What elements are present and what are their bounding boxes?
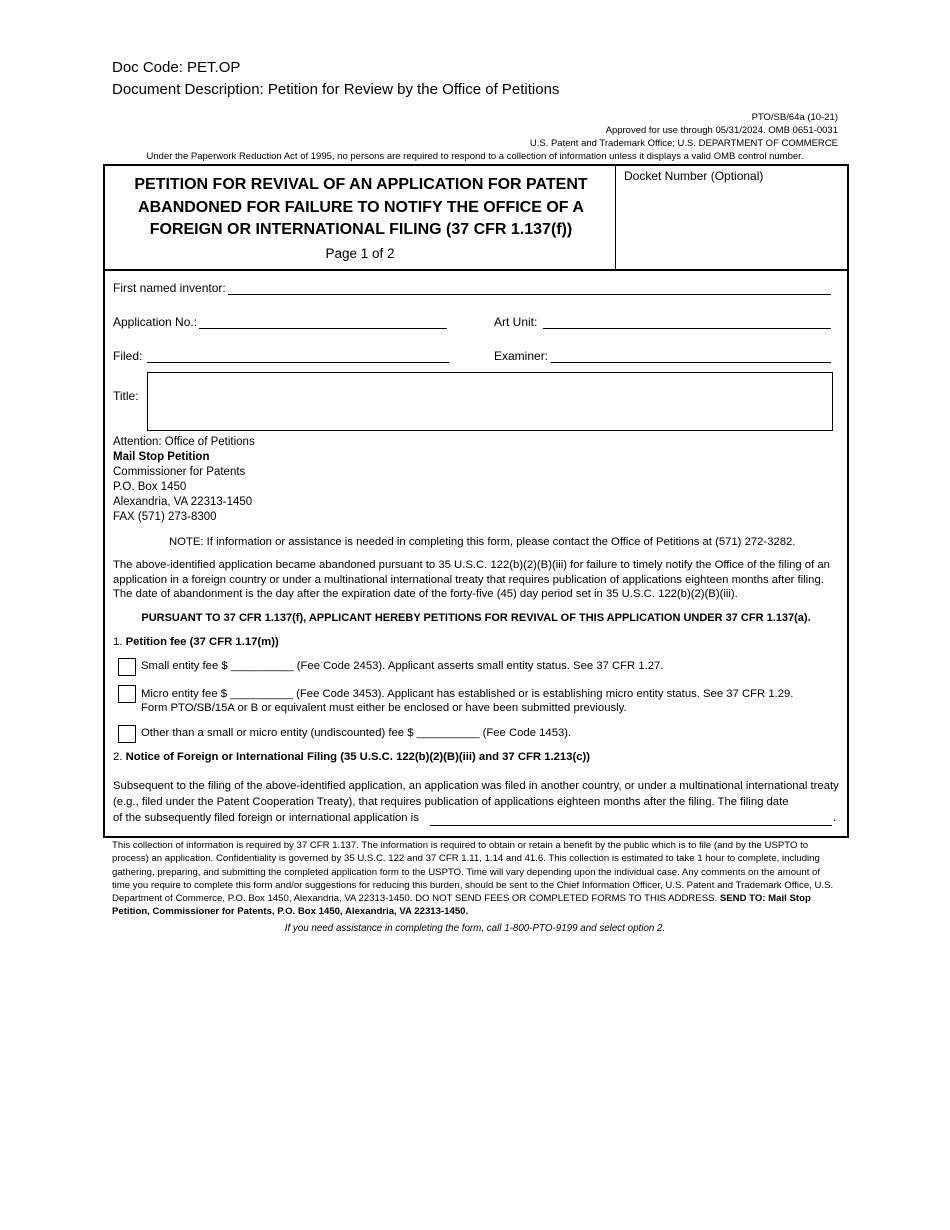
- po-box-line: P.O. Box 1450: [113, 481, 187, 493]
- first-inventor-input[interactable]: [228, 294, 831, 295]
- assistance-line: If you need assistance in completing the form, call 1-800-PTO-9199 and select option 2.: [284, 923, 666, 934]
- section-title: Notice of Foreign or International Filing (35 U.S.C. 122(b)(2)(B)(iii) and 37 CFR 1.213(c)): [125, 751, 591, 763]
- attention-line: Attention: Office of Petitions: [113, 436, 255, 448]
- title-label: Title:: [113, 389, 139, 403]
- docket-number-field[interactable]: [616, 166, 847, 271]
- filed-label: Filed:: [113, 349, 143, 363]
- undiscounted-fee-checkbox[interactable]: [118, 725, 136, 743]
- micro-entity-option: [141, 687, 793, 715]
- commissioner-line: Commissioner for Patents: [113, 466, 246, 478]
- form-number: PTO/SB/64a (10-21): [751, 112, 838, 123]
- form-title-line: ABANDONED FOR FAILURE TO NOTIFY THE OFFICE OF A: [138, 198, 584, 216]
- address-block: [113, 435, 255, 525]
- burden-text: This collection of information is required by 37 CFR 1.137. The information is required to obtain or retain a benefit by the public which is to file (and by the USPTO to process) an application. Confidentiality is governed by 35 U.S.C. 122 and 37 CFR 1.11, 1.14 and 41.6. This collection is estimated to take 1 hour to complete, including gathering, preparing, and submitting the completed application form to the USPTO. Time will vary depending upon the individual case. Any comments on the amount of time you require to complete this form and/or suggestions for reducing this burden, should be sent to the Chief Information Officer, U.S. Patent and Trademark Office, U.S. Department of Commerce, P.O. Box 1450, Alexandria, VA 22313-1450. DO NOT SEND FEES OR COMPLETED FORMS TO THIS ADDRESS.: [112, 840, 834, 905]
- micro-entity-note: Form PTO/SB/15A or B or equivalent must either be enclosed or have been submitted previously.: [141, 702, 627, 714]
- fax-line: FAX (571) 273-8300: [113, 511, 217, 523]
- section-1-heading: [113, 636, 279, 648]
- form-title: [125, 174, 597, 242]
- title-input[interactable]: [147, 372, 833, 431]
- section-number: 2.: [113, 751, 123, 763]
- filed-input[interactable]: [147, 362, 449, 363]
- form-frame: [103, 164, 849, 838]
- small-entity-option: Small entity fee $ __________ (Fee Code 2453). Applicant asserts small entity status. See 37 CFR 1.27.: [141, 660, 664, 672]
- application-no-label: Application No.:: [113, 315, 198, 329]
- paperwork-notice: Under the Paperwork Reduction Act of 1995, no persons are required to respond to a collection of information unless it displays a valid OMB control number.: [146, 151, 804, 162]
- section-title: Petition fee (37 CFR 1.17(m)): [125, 636, 279, 648]
- doc-description: Document Description: Petition for Review by the Office of Petitions: [112, 81, 560, 98]
- examiner-label: Examiner:: [494, 349, 549, 363]
- micro-entity-text: Micro entity fee $ __________ (Fee Code 3453). Applicant has established or is establishing micro entity status. See 37 CFR 1.29.: [141, 688, 794, 700]
- form-info: [530, 111, 838, 150]
- title-cell: [105, 166, 616, 271]
- burden-statement: [112, 839, 840, 919]
- examiner-input[interactable]: [551, 362, 831, 363]
- form-title-line: FOREIGN OR INTERNATIONAL FILING (37 CFR 1.137(f)): [149, 221, 573, 238]
- docket-number-label: Docket Number (Optional): [624, 169, 764, 183]
- period-mark: .: [833, 812, 837, 824]
- micro-entity-checkbox[interactable]: [118, 685, 136, 703]
- filing-date-input[interactable]: [430, 825, 832, 826]
- form-title-line: PETITION FOR REVIVAL OF AN APPLICATION FOR PATENT: [134, 176, 588, 193]
- application-no-input[interactable]: [199, 328, 447, 329]
- page-indicator: Page 1 of 2: [325, 246, 395, 261]
- section-number: 1.: [113, 636, 123, 648]
- doc-header: [112, 57, 559, 101]
- agency-name: U.S. Patent and Trademark Office; U.S. DEPARTMENT OF COMMERCE: [529, 138, 838, 149]
- art-unit-label: Art Unit:: [494, 315, 538, 329]
- filing-date-label: of the subsequently filed foreign or international application is: [113, 812, 419, 824]
- foreign-filing-statement: Subsequent to the filing of the above-identified application, an application was filed in another country, or under a multinational international treaty (e.g., filed under the Patent Cooperation Treaty), that requires publication of applications eighteen months after the filing. The filing date: [113, 780, 839, 808]
- assistance-note: NOTE: If information or assistance is needed in completing this form, please contact the Office of Petitions at (571) 272-3282.: [169, 536, 796, 548]
- undiscounted-fee-option: Other than a small or micro entity (undiscounted) fee $ __________ (Fee Code 1453).: [141, 727, 572, 739]
- send-to-text: SEND TO: Mail Stop Petition, Commissioner for Patents, P.O. Box 1450, Alexandria, VA 22313-1450.: [112, 893, 811, 918]
- city-line: Alexandria, VA 22313-1450: [113, 496, 253, 508]
- small-entity-checkbox[interactable]: [118, 658, 136, 676]
- art-unit-input[interactable]: [543, 328, 831, 329]
- doc-code: Doc Code: PET.OP: [112, 59, 241, 76]
- section-2-heading: [113, 751, 590, 763]
- omb-approval: Approved for use through 05/31/2024. OMB 0651-0031: [605, 125, 838, 136]
- abandonment-statement: The above-identified application became abandoned pursuant to 35 U.S.C. 122(b)(2)(B)(iii) for failure to timely notify the Office of the filing of an application in a foreign country or under a multinational international treaty that requires publication of applications eighteen months after filing. The date of abandonment is the day after the expiration date of the forty-five (45) day period set in 35 U.S.C. 122(b)(2)(B)(iii).: [113, 559, 830, 600]
- mail-stop-line: Mail Stop Petition: [113, 451, 210, 463]
- petition-statement: PURSUANT TO 37 CFR 1.137(f), APPLICANT HEREBY PETITIONS FOR REVIVAL OF THIS APPLICATION UNDER 37 CFR 1.137(a).: [141, 612, 811, 624]
- first-inventor-label: First named inventor:: [113, 281, 226, 295]
